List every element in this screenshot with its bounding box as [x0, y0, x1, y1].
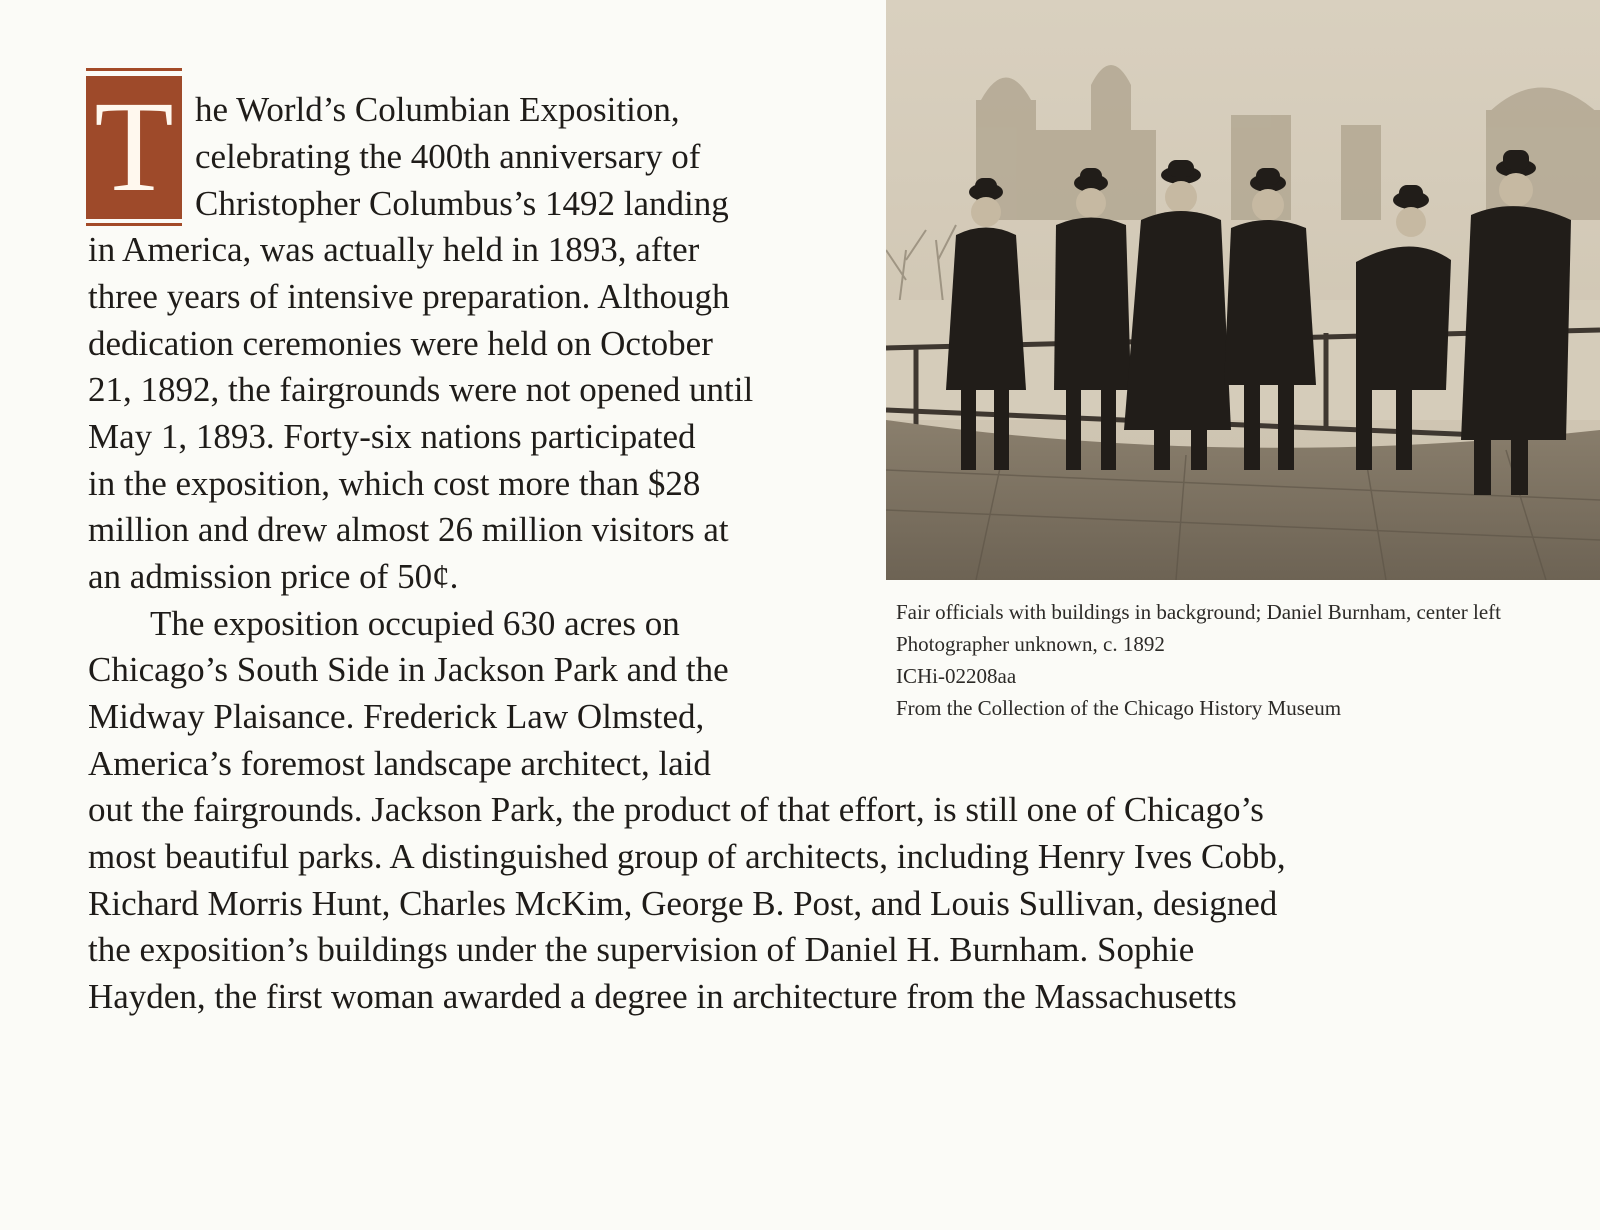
body-line: The exposition occupied 630 acres on — [150, 604, 680, 643]
historical-photograph — [886, 0, 1600, 580]
body-line: Hayden, the first woman awarded a degree in architecture from the Massachusetts — [88, 977, 1237, 1016]
body-line: he World’s Columbian Exposition, — [195, 90, 680, 129]
caption-collection-credit: From the Collection of the Chicago History Museum — [896, 696, 1342, 720]
body-line: America’s foremost landscape architect, laid — [88, 744, 711, 783]
body-line: Richard Morris Hunt, Charles McKim, George B. Post, and Louis Sullivan, designed — [88, 884, 1278, 923]
body-line: Chicago’s South Side in Jackson Park and the — [88, 650, 729, 689]
drop-cap-letter: T — [86, 76, 182, 219]
body-line: in America, was actually held in 1893, after — [88, 230, 700, 269]
photo-caption — [896, 596, 1596, 724]
body-line: Christopher Columbus’s 1492 landing — [195, 184, 729, 223]
body-line: 21, 1892, the fairgrounds were not opened until — [88, 370, 754, 409]
body-line: out the fairgrounds. Jackson Park, the product of that effort, is still one of Chicago’s — [88, 790, 1264, 829]
drop-cap — [86, 68, 182, 228]
caption-catalog-number: ICHi-02208aa — [896, 664, 1017, 688]
body-line: the exposition’s buildings under the supervision of Daniel H. Burnham. Sophie — [88, 930, 1195, 969]
body-line: in the exposition, which cost more than $28 — [88, 464, 701, 503]
body-line: May 1, 1893. Forty-six nations participated — [88, 417, 696, 456]
caption-description: Fair officials with buildings in background; Daniel Burnham, center left — [896, 600, 1501, 624]
body-line: Midway Plaisance. Frederick Law Olmsted, — [88, 697, 705, 736]
drop-cap-rule-top — [86, 68, 182, 71]
body-line: celebrating the 400th anniversary of — [195, 137, 701, 176]
body-line: million and drew almost 26 million visitors at — [88, 510, 729, 549]
body-line: dedication ceremonies were held on October — [88, 324, 713, 363]
caption-photographer: Photographer unknown, c. 1892 — [896, 632, 1165, 656]
body-line: an admission price of 50¢. — [88, 557, 459, 596]
body-line: most beautiful parks. A distinguished group of architects, including Henry Ives Cobb, — [88, 837, 1286, 876]
body-line: three years of intensive preparation. Although — [88, 277, 730, 316]
